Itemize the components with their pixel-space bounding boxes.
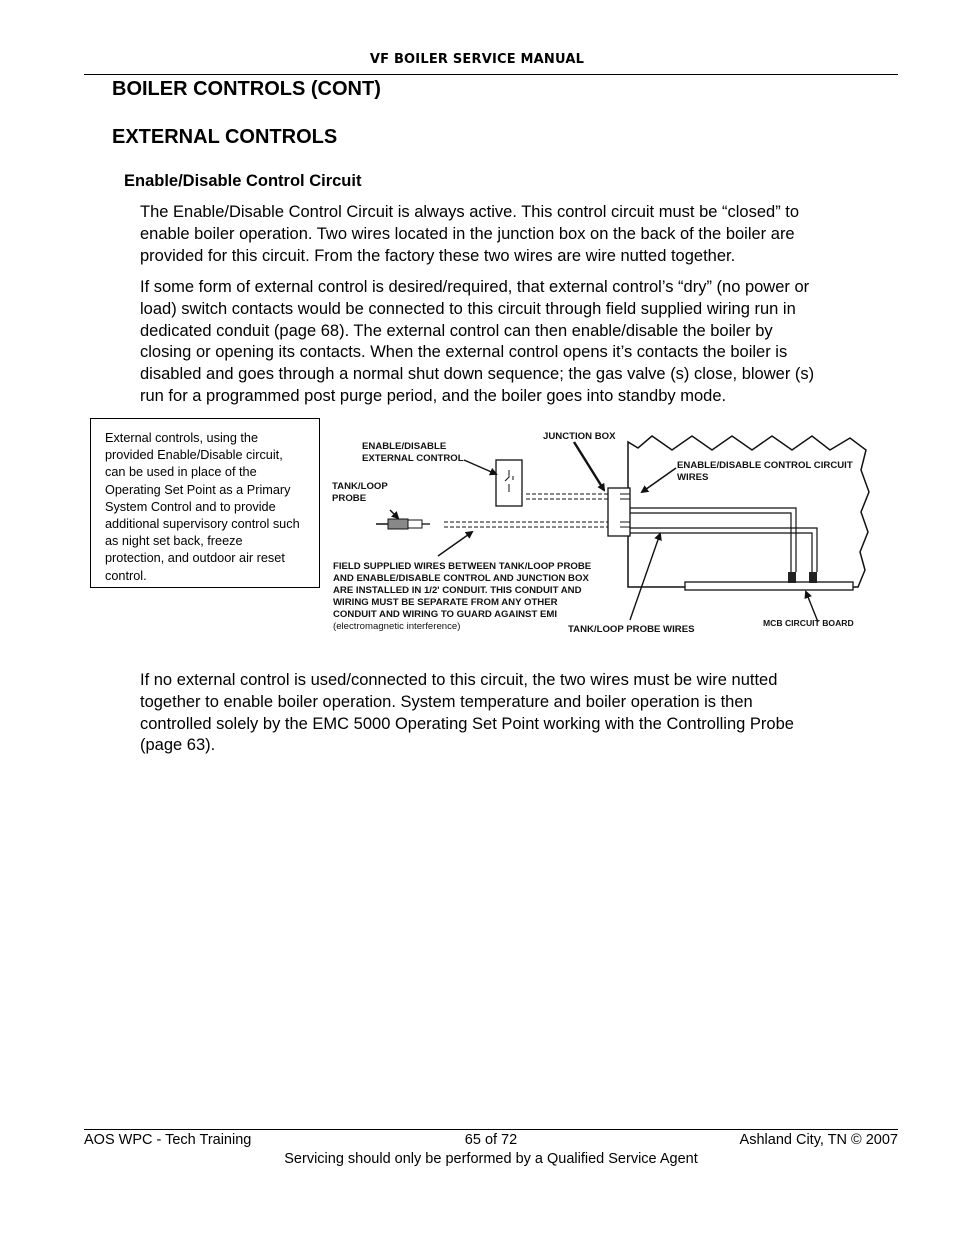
field-wires-note: CONDUIT AND WIRING TO GUARD AGAINST EMI — [333, 609, 558, 620]
tank-loop-probe — [388, 519, 408, 529]
note-line: External controls, using the — [105, 431, 259, 445]
paragraph-line: enable boiler operation. Two wires located in the junction box on the back of the boiler are — [140, 224, 795, 243]
field-wires-note: FIELD SUPPLIED WIRES BETWEEN TANK/LOOP PROBE — [333, 561, 592, 572]
board-terminal — [809, 572, 817, 583]
note-line: can be used in place of the — [105, 465, 257, 480]
footer-divider — [84, 1129, 898, 1130]
document-header-title: VF BOILER SERVICE MANUAL — [369, 52, 585, 67]
enable-disable-label: ENABLE/DISABLE — [362, 441, 447, 452]
arrow — [464, 460, 496, 474]
note-line: protection, and outdoor air reset — [105, 551, 285, 566]
field-wires-note: AND ENABLE/DISABLE CONTROL AND JUNCTION BOX — [333, 573, 589, 584]
section-heading: BOILER CONTROLS (CONT) — [112, 78, 381, 100]
probe-connector — [408, 520, 422, 528]
footer-page-number: 65 of 72 — [464, 1132, 518, 1148]
paragraph-line: (page 63). — [140, 736, 216, 755]
topic-heading: Enable/Disable Control Circuit — [124, 172, 362, 190]
junction-box-label: JUNCTION BOX — [543, 431, 616, 442]
field-wires-note: ARE INSTALLED IN 1/2' CONDUIT. THIS CONDUIT AND — [333, 585, 582, 596]
board-terminal — [788, 572, 796, 583]
tank-loop-label: PROBE — [332, 493, 367, 504]
field-wires-note: (electromagnetic interference) — [333, 621, 461, 632]
footer-left: AOS WPC - Tech Training — [84, 1132, 252, 1148]
paragraph-line: If some form of external control is desired/required, that external control’s “dry” (no power or — [140, 278, 810, 296]
probe-wires-label: TANK/LOOP PROBE WIRES — [568, 624, 695, 635]
field-wires-note: WIRING MUST BE SEPARATE FROM ANY OTHER — [333, 597, 558, 608]
footer-right: Ashland City, TN © 2007 — [739, 1132, 898, 1148]
paragraph-line: load) switch contacts would be connected to this circuit through field supplied wiring run in — [140, 299, 796, 318]
junction-box — [608, 488, 630, 536]
arrow — [390, 510, 398, 518]
paragraph-line: closing or opening its contacts. When the external control opens it’s contacts the boiler is — [140, 343, 788, 362]
note-line: additional supervisory control such — [105, 517, 300, 532]
note-line: provided Enable/Disable circuit, — [105, 448, 283, 463]
paragraph-line: dedicated conduit (page 68). The external control can then enable/disable the boiler by — [140, 321, 773, 340]
note-line: Operating Set Point as a Primary — [105, 482, 291, 497]
paragraph-line: disabled and goes through a normal shut down sequence; the gas valve (s) close, blower (s) — [140, 365, 815, 384]
mcb-label: MCB CIRCUIT BOARD — [763, 618, 854, 628]
probe-wire — [630, 528, 817, 572]
arrow — [438, 532, 472, 556]
arrow — [642, 468, 676, 492]
paragraph-line: provided for this circuit. From the factory these two wires are wire nutted together. — [140, 246, 736, 265]
arrow — [574, 442, 604, 490]
paragraph-line: controlled solely by the EMC 5000 Operating Set Point working with the Controlling Probe — [140, 714, 794, 733]
footer-notice: Servicing should only be performed by a Qualified Service Agent — [284, 1151, 698, 1167]
note-line: as night set back, freeze — [105, 534, 243, 549]
paragraph-line: run for a programmed post purge period, and the boiler goes into standby mode. — [140, 386, 727, 405]
enable-disable-label: EXTERNAL CONTROL — [362, 453, 464, 464]
note-line: control. — [105, 568, 147, 583]
arrow — [630, 534, 660, 620]
paragraph-external-control — [140, 277, 900, 408]
enable-disable-circuit-wire — [630, 508, 796, 572]
paragraph-line: The Enable/Disable Control Circuit is always active. This control circuit must be “closed” to — [140, 203, 800, 221]
paragraph-line: together to enable boiler operation. System temperature and boiler operation is then — [140, 692, 753, 711]
circuit-wires-label: WIRES — [677, 472, 709, 483]
external-control-box — [496, 460, 522, 506]
probe-wire — [630, 533, 812, 572]
paragraph-line: If no external control is used/connected to this circuit, the two wires must be wire nutted — [140, 671, 778, 689]
subsection-heading: EXTERNAL CONTROLS — [112, 126, 338, 148]
enable-disable-circuit-wire — [630, 513, 791, 572]
mcb-circuit-board — [685, 582, 853, 590]
tank-loop-label: TANK/LOOP — [332, 481, 388, 492]
header-divider — [84, 74, 898, 75]
paragraph-no-external-control — [140, 670, 900, 757]
circuit-wires-label: ENABLE/DISABLE CONTROL CIRCUIT — [677, 460, 853, 471]
note-line: System Control and to provide — [105, 499, 276, 514]
wiring-diagram — [320, 420, 892, 656]
boiler-outline — [628, 436, 869, 587]
paragraph-intro — [140, 202, 900, 267]
sidebar-note-box — [90, 418, 320, 588]
